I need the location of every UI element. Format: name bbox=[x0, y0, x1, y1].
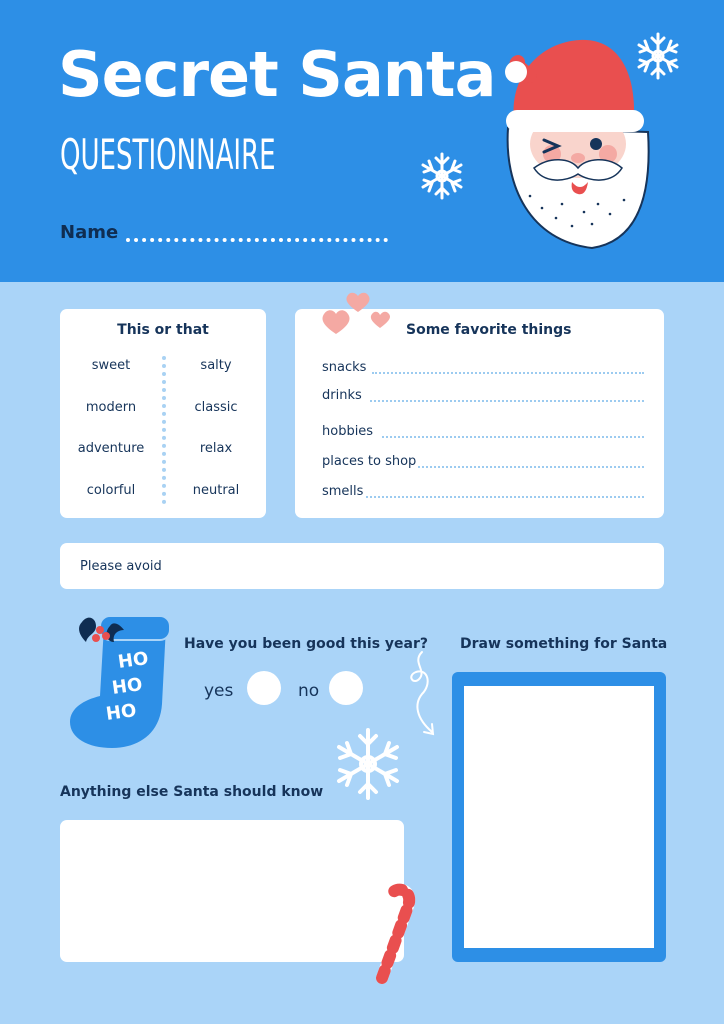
curly-arrow-icon bbox=[404, 648, 444, 740]
stocking-text-line: HO bbox=[116, 647, 150, 674]
yes-label: yes bbox=[204, 681, 234, 701]
favorite-label: smells bbox=[322, 484, 364, 499]
drawing-area[interactable] bbox=[464, 686, 654, 948]
page-subtitle: QUESTIONNAIRE bbox=[60, 130, 276, 179]
please-avoid-label: Please avoid bbox=[80, 559, 162, 574]
favorites-title: Some favorite things bbox=[406, 322, 572, 338]
good-question-heading: Have you been good this year? bbox=[184, 636, 429, 652]
snowflake-icon bbox=[416, 150, 468, 202]
option-right[interactable]: salty bbox=[200, 358, 232, 373]
option-left[interactable]: sweet bbox=[91, 358, 131, 373]
name-field[interactable] bbox=[126, 238, 388, 242]
santa-face-illustration bbox=[500, 36, 660, 256]
option-right[interactable]: relax bbox=[199, 441, 233, 456]
option-right[interactable]: classic bbox=[194, 400, 238, 415]
yes-radio[interactable] bbox=[247, 671, 281, 705]
no-label: no bbox=[298, 681, 320, 701]
favorite-input-line[interactable] bbox=[382, 436, 644, 438]
anything-else-heading: Anything else Santa should know bbox=[60, 784, 324, 800]
draw-heading: Draw something for Santa bbox=[460, 636, 668, 652]
favorite-input-line[interactable] bbox=[370, 400, 644, 402]
candy-cane-icon bbox=[370, 878, 436, 988]
option-right[interactable]: neutral bbox=[192, 483, 240, 498]
hearts-icon bbox=[318, 290, 398, 342]
favorite-label: hobbies bbox=[322, 424, 374, 439]
favorite-input-line[interactable] bbox=[372, 372, 644, 374]
name-label: Name bbox=[60, 222, 119, 243]
anything-else-field[interactable] bbox=[60, 820, 404, 962]
stocking-text-line: HO bbox=[110, 673, 144, 700]
this-or-that-divider bbox=[162, 356, 166, 504]
no-radio[interactable] bbox=[329, 671, 363, 705]
favorite-label: places to shop bbox=[322, 454, 417, 469]
stocking-text-line: HO bbox=[104, 699, 138, 726]
option-left[interactable]: adventure bbox=[77, 441, 145, 456]
favorite-label: snacks bbox=[322, 360, 367, 375]
favorite-label: drinks bbox=[322, 388, 362, 403]
favorite-input-line[interactable] bbox=[418, 466, 644, 468]
snowflake-icon bbox=[330, 726, 406, 802]
this-or-that-title: This or that bbox=[117, 322, 209, 338]
page-title: Secret Santa bbox=[58, 38, 496, 111]
option-left[interactable]: colorful bbox=[86, 483, 136, 498]
option-left[interactable]: modern bbox=[85, 400, 137, 415]
favorite-input-line[interactable] bbox=[366, 496, 644, 498]
